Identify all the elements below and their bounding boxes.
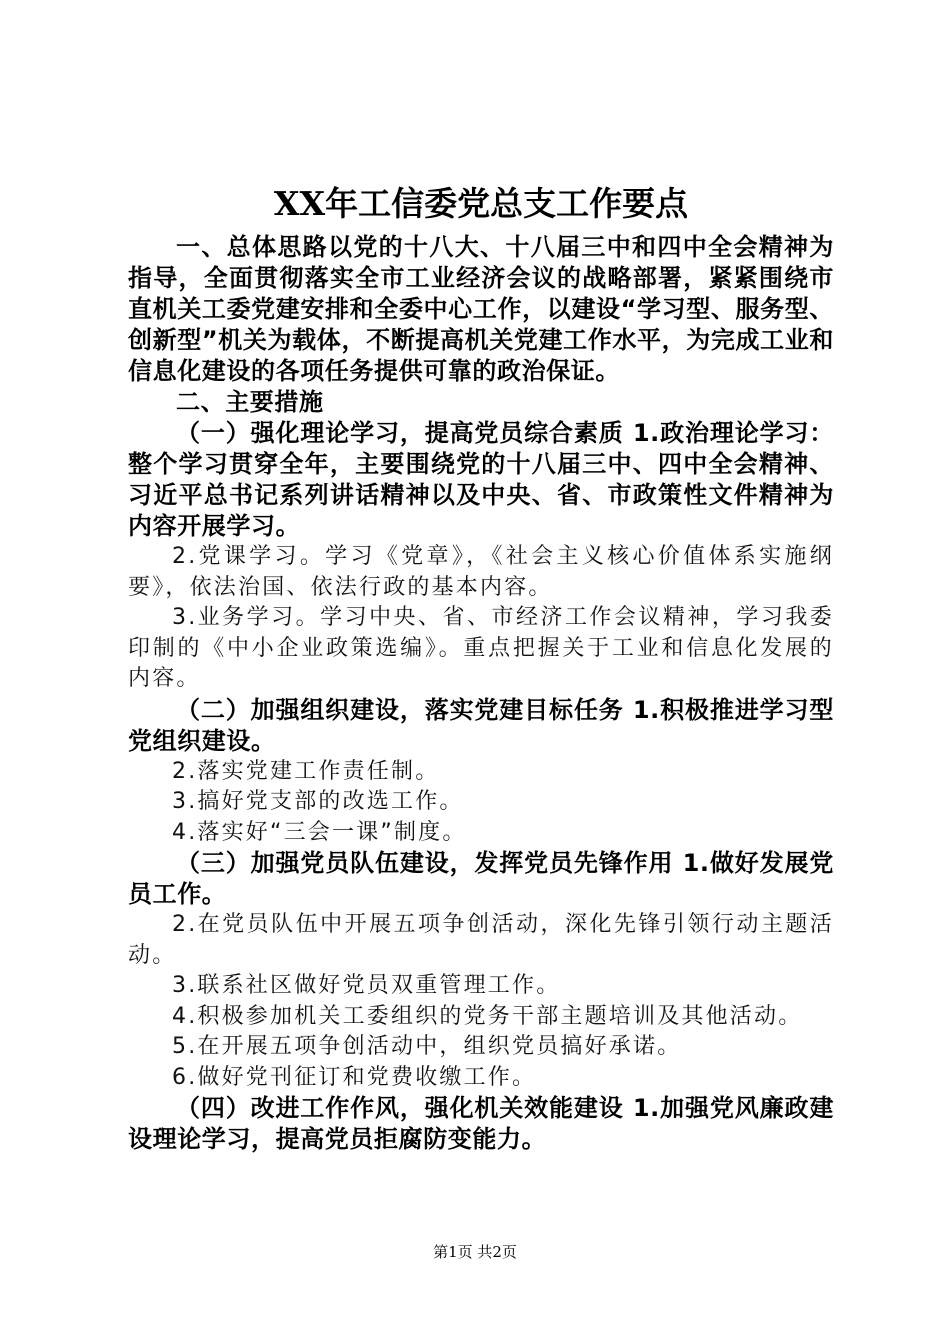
- paragraph-item-3-6: 6.做好党刊征订和党费收缴工作。: [172, 1064, 537, 1090]
- paragraph-item-3-5: 5.在开展五项争创活动中，组织党员搞好承诺。: [172, 1034, 682, 1059]
- paragraph-item-3-2: 2.在党员队伍中开展五项争创活动，深化先锋引领行动主题活动。: [128, 912, 834, 968]
- paragraph-item-2-3: 3.搞好党支部的改选工作。: [172, 789, 464, 814]
- paragraph-general-approach: 一、总体思路以党的十八大、十八届三中和四中全会精神为指导，全面贯彻落实全市工业经济会议的战略部署，紧紧围绕市直机关工委党建安排和全委中心工作，以建设“学习型、服务型、创新型”机关为载体，不断提高机关党建工作水平，为完成工业和信息化建设的各项任务提供可靠的政治保证。: [128, 233, 834, 385]
- paragraph-item-2-2: 2.落实党建工作责任制。: [172, 758, 440, 784]
- paragraph-section-1: （一）强化理论学习，提高党员综合素质 1.政治理论学习：整个学习贯穿全年，主要围绕党的十八届三中、四中全会精神、习近平总书记系列讲话精神以及中央、省、市政策性文件精神为内容开展学习。: [128, 419, 834, 540]
- paragraph-section-3: （三）加强党员队伍建设，发挥党员先锋作用 1.做好发展党员工作。: [128, 849, 834, 908]
- document-title: XX年工信委党总支工作要点: [273, 184, 689, 223]
- paragraph-section-4: （四）改进工作作风，强化机关效能建设 1.加强党风廉政建设理论学习，提高党员拒腐防变能力。: [128, 1094, 834, 1153]
- document-body: [128, 232, 834, 1155]
- paragraph-item-3-3: 3.联系社区做好党员双重管理工作。: [172, 973, 561, 998]
- paragraph-section-2: （二）加强组织建设，落实党建目标任务 1.积极推进学习型党组织建设。: [128, 695, 834, 755]
- paragraph-item-2-4: 4.落实好“三会一课”制度。: [172, 819, 467, 845]
- paragraph-main-measures-heading: 二、主要措施: [176, 388, 324, 416]
- paragraph-item-1-2: 2.党课学习。学习《党章》，《社会主义核心价值体系实施纲要》，依法治国、依法行政的基本内容。: [128, 544, 834, 600]
- page-number-footer: 第1页 共2页: [433, 1243, 517, 1261]
- paragraph-item-1-3: 3.业务学习。学习中央、省、市经济工作会议精神，学习我委印制的《中小企业政策选编》。重点把握关于工业和信息化发展的内容。: [128, 605, 834, 691]
- paragraph-item-3-4: 4.积极参加机关工委组织的党务干部主题培训及其他活动。: [172, 1003, 803, 1029]
